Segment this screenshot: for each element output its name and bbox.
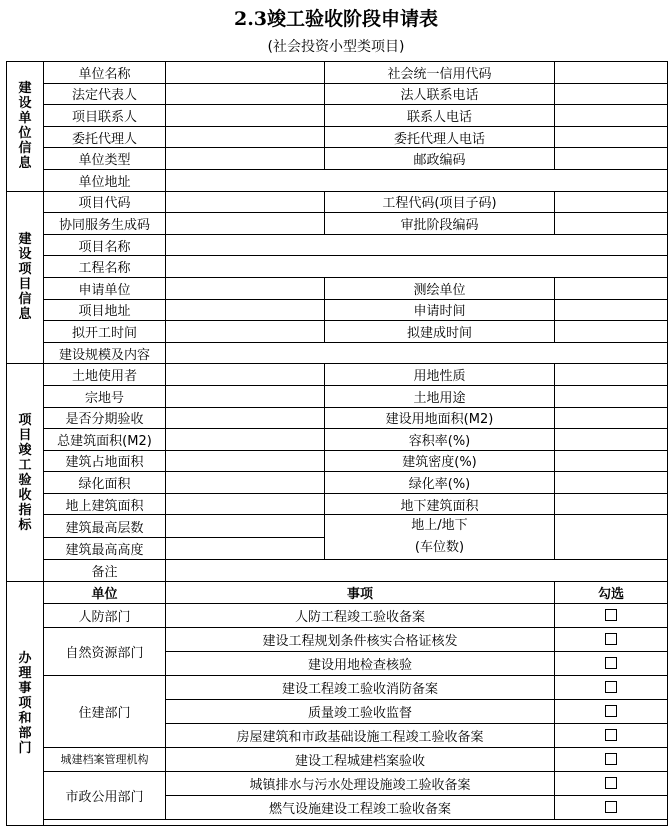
label-remarks: 备注 bbox=[44, 560, 166, 582]
matters-header-row bbox=[7, 582, 668, 604]
land-area-field[interactable] bbox=[555, 407, 668, 429]
checkbox-municipal-1[interactable] bbox=[555, 771, 668, 795]
form-row bbox=[7, 62, 668, 84]
max-height-field[interactable] bbox=[166, 537, 325, 560]
checkbox-civil-air[interactable] bbox=[555, 603, 668, 627]
form-row bbox=[7, 256, 668, 278]
dept-civil-air: 人防部门 bbox=[44, 603, 166, 627]
label-legal-phone: 法人联系电话 bbox=[325, 83, 555, 105]
table-row bbox=[7, 747, 668, 771]
footprint-field[interactable] bbox=[166, 450, 325, 472]
phased-field[interactable] bbox=[166, 407, 325, 429]
label-project-address: 项目地址 bbox=[44, 299, 166, 321]
label-land-use: 土地用途 bbox=[325, 385, 555, 407]
scale-content-field[interactable] bbox=[166, 342, 668, 364]
col-header-check: 勾选 bbox=[555, 582, 668, 604]
dept-municipal: 市政公用部门 bbox=[44, 771, 166, 819]
table-row bbox=[7, 771, 668, 795]
form-row bbox=[7, 213, 668, 235]
label-unit-address: 单位地址 bbox=[44, 169, 166, 191]
checkbox-icon bbox=[605, 801, 617, 813]
postal-code-field[interactable] bbox=[555, 148, 668, 170]
label-green-area: 绿化面积 bbox=[44, 472, 166, 494]
checkbox-natural-res-2[interactable] bbox=[555, 651, 668, 675]
table-row bbox=[7, 603, 668, 627]
parking-field[interactable] bbox=[555, 515, 668, 560]
plot-ratio-field[interactable] bbox=[555, 429, 668, 451]
label-completion-time: 拟建成时间 bbox=[325, 321, 555, 343]
item-archives: 建设工程城建档案验收 bbox=[166, 747, 555, 771]
form-row bbox=[7, 299, 668, 321]
checkbox-icon bbox=[605, 705, 617, 717]
collab-code-field[interactable] bbox=[166, 213, 325, 235]
engineering-code-field[interactable] bbox=[555, 191, 668, 213]
page-title: 2.3竣工验收阶段申请表 bbox=[233, 8, 439, 30]
item-natural-res-2: 建设用地检查核验 bbox=[166, 651, 555, 675]
label-parking-line2: (车位数) bbox=[414, 540, 465, 556]
item-municipal-1: 城镇排水与污水处理设施竣工验收备案 bbox=[166, 771, 555, 795]
project-code-field[interactable] bbox=[166, 191, 325, 213]
form-row bbox=[7, 277, 668, 299]
application-form bbox=[6, 61, 668, 826]
checkbox-icon bbox=[605, 729, 617, 741]
project-address-field[interactable] bbox=[166, 299, 325, 321]
label-legal-rep: 法定代表人 bbox=[44, 83, 166, 105]
item-natural-res-1: 建设工程规划条件核实合格证核发 bbox=[166, 627, 555, 651]
form-row bbox=[7, 126, 668, 148]
form-row bbox=[7, 83, 668, 105]
label-survey-unit: 测绘单位 bbox=[325, 277, 555, 299]
max-floors-field[interactable] bbox=[166, 515, 325, 538]
checkbox-icon bbox=[605, 633, 617, 645]
completion-time-field[interactable] bbox=[555, 321, 668, 343]
form-row bbox=[7, 234, 668, 256]
form-row bbox=[7, 515, 668, 538]
green-ratio-field[interactable] bbox=[555, 472, 668, 494]
checkbox-icon bbox=[605, 657, 617, 669]
approval-stage-code-field[interactable] bbox=[555, 213, 668, 235]
form-row bbox=[7, 493, 668, 515]
label-unit-name: 单位名称 bbox=[44, 62, 166, 84]
checkbox-archives[interactable] bbox=[555, 747, 668, 771]
label-green-ratio: 绿化率(%) bbox=[325, 472, 555, 494]
label-engineering-code: 工程代码(项目子码) bbox=[325, 191, 555, 213]
form-row bbox=[7, 407, 668, 429]
page-subtitle: (社会投资小型类项目) bbox=[267, 39, 405, 55]
label-land-area: 建设用地面积(M2) bbox=[325, 407, 555, 429]
unit-address-field[interactable] bbox=[166, 169, 668, 191]
label-project-code: 项目代码 bbox=[44, 191, 166, 213]
legal-phone-field[interactable] bbox=[555, 83, 668, 105]
label-apply-time: 申请时间 bbox=[325, 299, 555, 321]
item-housing-2: 质量竣工验收监督 bbox=[166, 699, 555, 723]
label-density: 建筑密度(%) bbox=[325, 450, 555, 472]
table-row bbox=[7, 627, 668, 651]
form-row bbox=[7, 169, 668, 191]
form-row bbox=[7, 342, 668, 364]
land-user-field[interactable] bbox=[166, 364, 325, 386]
legal-rep-field[interactable] bbox=[166, 83, 325, 105]
label-project-name: 项目名称 bbox=[44, 234, 166, 256]
label-engineering-name: 工程名称 bbox=[44, 256, 166, 278]
land-nature-field[interactable] bbox=[555, 364, 668, 386]
unit-type-field[interactable] bbox=[166, 148, 325, 170]
checkbox-natural-res-1[interactable] bbox=[555, 627, 668, 651]
checkbox-housing-1[interactable] bbox=[555, 675, 668, 699]
label-plot-ratio: 容积率(%) bbox=[325, 429, 555, 451]
checkbox-icon bbox=[605, 609, 617, 621]
label-land-nature: 用地性质 bbox=[325, 364, 555, 386]
applicant-field[interactable] bbox=[166, 277, 325, 299]
checkbox-municipal-2[interactable] bbox=[555, 795, 668, 819]
label-postal-code: 邮政编码 bbox=[325, 148, 555, 170]
form-row bbox=[7, 321, 668, 343]
section-unit-info: 建设单位信息 bbox=[7, 62, 44, 192]
label-collab-code: 协同服务生成码 bbox=[44, 213, 166, 235]
col-header-unit: 单位 bbox=[44, 582, 166, 604]
survey-unit-field[interactable] bbox=[555, 277, 668, 299]
label-parcel-no: 宗地号 bbox=[44, 385, 166, 407]
label-parking bbox=[325, 515, 555, 560]
label-agent: 委托代理人 bbox=[44, 126, 166, 148]
remarks-field[interactable] bbox=[166, 560, 668, 582]
checkbox-icon bbox=[605, 681, 617, 693]
label-unit-type: 单位类型 bbox=[44, 148, 166, 170]
checkbox-icon bbox=[605, 753, 617, 765]
apply-time-field[interactable] bbox=[555, 299, 668, 321]
label-approval-stage-code: 审批阶段编码 bbox=[325, 213, 555, 235]
label-project-contact: 项目联系人 bbox=[44, 105, 166, 127]
label-contact-phone: 联系人电话 bbox=[325, 105, 555, 127]
agent-phone-field[interactable] bbox=[555, 126, 668, 148]
engineering-name-field[interactable] bbox=[166, 256, 668, 278]
dept-natural-res: 自然资源部门 bbox=[44, 627, 166, 675]
checkbox-icon bbox=[605, 777, 617, 789]
density-field[interactable] bbox=[555, 450, 668, 472]
checkbox-housing-2[interactable] bbox=[555, 699, 668, 723]
form-row bbox=[7, 364, 668, 386]
form-row bbox=[7, 560, 668, 582]
form-row bbox=[7, 148, 668, 170]
col-header-item: 事项 bbox=[166, 582, 555, 604]
item-municipal-2: 燃气设施建设工程竣工验收备案 bbox=[166, 795, 555, 819]
form-row bbox=[7, 191, 668, 213]
label-land-user: 土地使用者 bbox=[44, 364, 166, 386]
green-area-field[interactable] bbox=[166, 472, 325, 494]
item-housing-3: 房屋建筑和市政基础设施工程竣工验收备案 bbox=[166, 723, 555, 747]
form-row bbox=[7, 429, 668, 451]
label-total-floor-area: 总建筑面积(M2) bbox=[44, 429, 166, 451]
dept-archives: 城建档案管理机构 bbox=[44, 747, 166, 771]
label-above-ground: 地上建筑面积 bbox=[44, 493, 166, 515]
label-parking-line1: 地上/地下 bbox=[411, 518, 468, 534]
label-phased: 是否分期验收 bbox=[44, 407, 166, 429]
start-time-field[interactable] bbox=[166, 321, 325, 343]
label-scale-content: 建设规模及内容 bbox=[44, 342, 166, 364]
form-row bbox=[7, 472, 668, 494]
item-housing-1: 建设工程竣工验收消防备案 bbox=[166, 675, 555, 699]
project-contact-field[interactable] bbox=[166, 105, 325, 127]
label-applicant: 申请单位 bbox=[44, 277, 166, 299]
parcel-no-field[interactable] bbox=[166, 385, 325, 407]
form-row bbox=[7, 385, 668, 407]
label-max-floors: 建筑最高层数 bbox=[44, 515, 166, 538]
label-footprint: 建筑占地面积 bbox=[44, 450, 166, 472]
project-name-field[interactable] bbox=[166, 234, 668, 256]
above-ground-field[interactable] bbox=[166, 493, 325, 515]
total-floor-area-field[interactable] bbox=[166, 429, 325, 451]
table-row bbox=[7, 675, 668, 699]
label-credit-code: 社会统一信用代码 bbox=[325, 62, 555, 84]
credit-code-field[interactable] bbox=[555, 62, 668, 84]
below-ground-field[interactable] bbox=[555, 493, 668, 515]
agent-field[interactable] bbox=[166, 126, 325, 148]
form-row bbox=[7, 105, 668, 127]
label-agent-phone: 委托代理人电话 bbox=[325, 126, 555, 148]
label-below-ground: 地下建筑面积 bbox=[325, 493, 555, 515]
form-row bbox=[7, 450, 668, 472]
checkbox-housing-3[interactable] bbox=[555, 723, 668, 747]
dept-housing: 住建部门 bbox=[44, 675, 166, 747]
section-matters: 办理事项和部门 bbox=[7, 582, 44, 826]
label-max-height: 建筑最高高度 bbox=[44, 537, 166, 560]
table-row bbox=[7, 819, 668, 825]
section-acceptance-indicators: 项目竣工验收指标 bbox=[7, 364, 44, 582]
item-civil-air: 人防工程竣工验收备案 bbox=[166, 603, 555, 627]
contact-phone-field[interactable] bbox=[555, 105, 668, 127]
label-start-time: 拟开工时间 bbox=[44, 321, 166, 343]
land-use-field[interactable] bbox=[555, 385, 668, 407]
table-bottom-spacer bbox=[44, 819, 668, 825]
unit-name-field[interactable] bbox=[166, 62, 325, 84]
section-project-info: 建设项目信息 bbox=[7, 191, 44, 364]
